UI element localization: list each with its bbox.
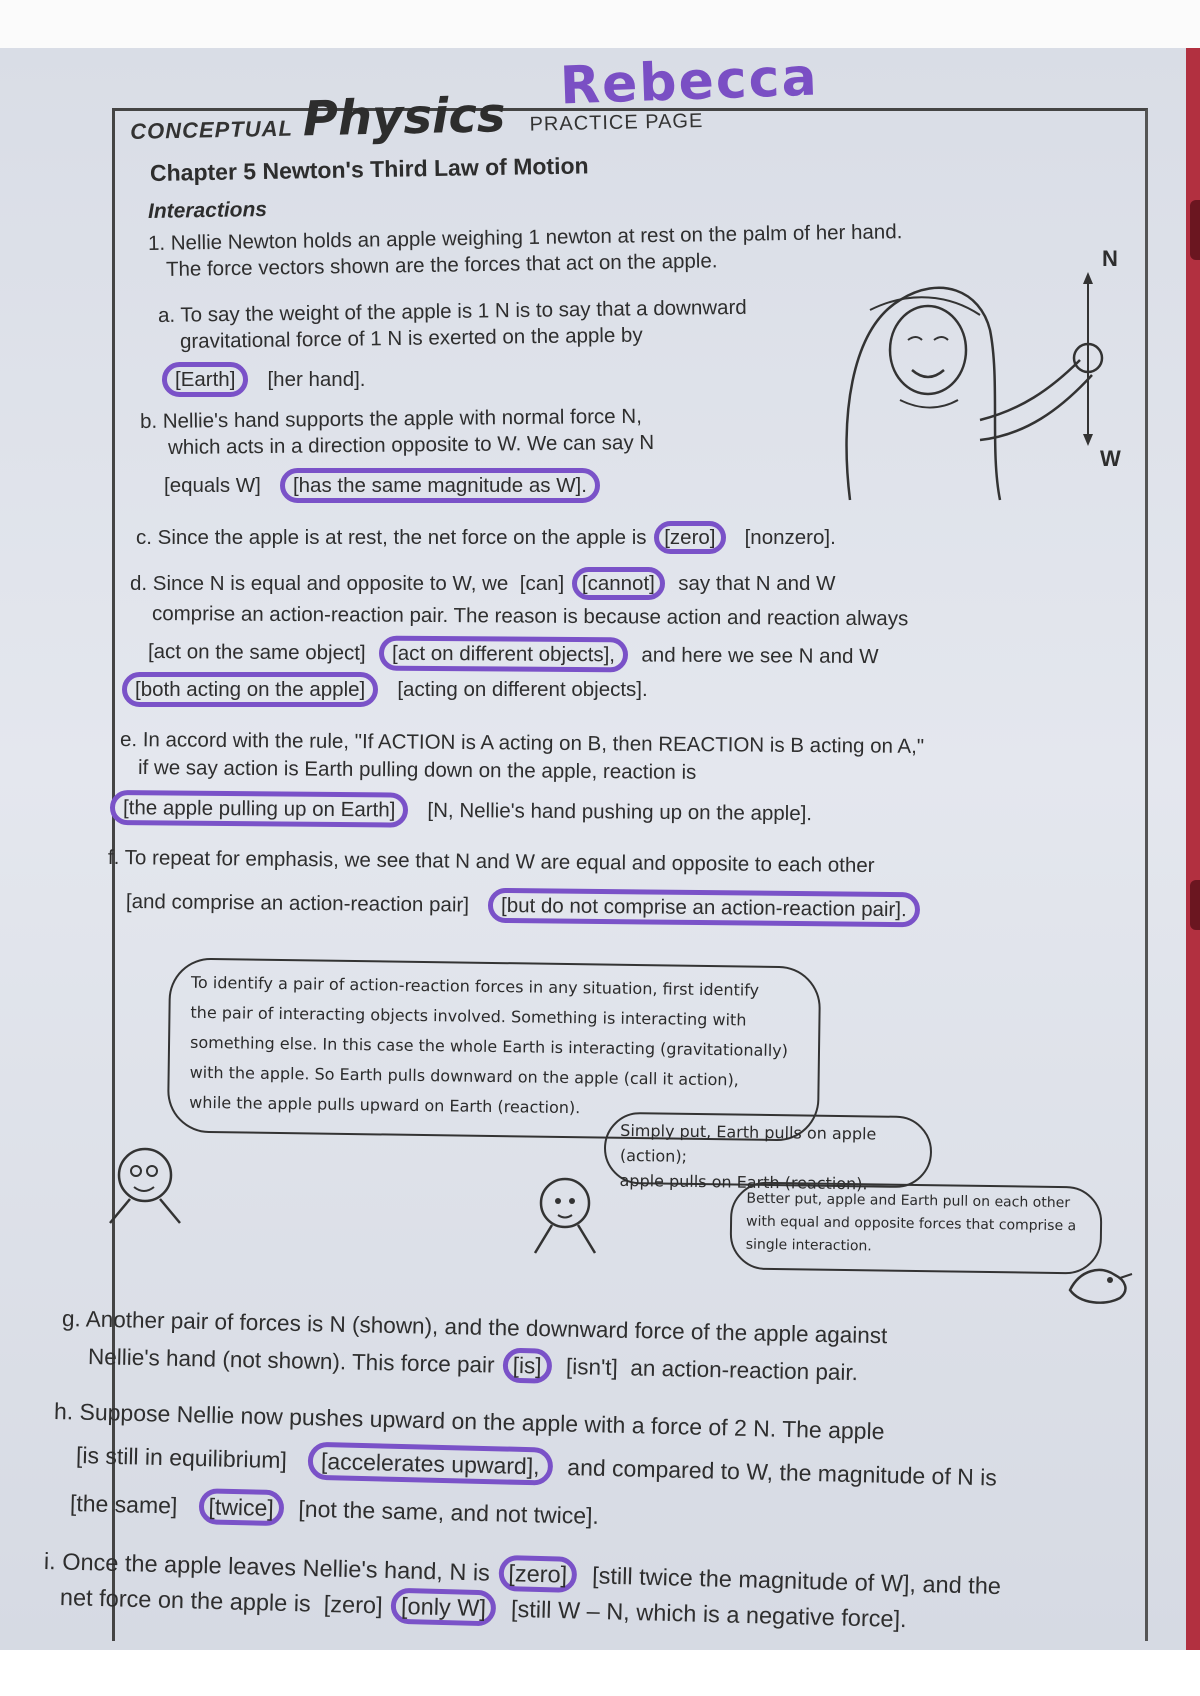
q1i-text: i. Once the apple leaves Nellie's hand, N is [43,1548,491,1586]
bubble-text: with the apple. So Earth pulls downward on the apple (call it action), [189,1062,739,1090]
option-selected: [Earth] [162,362,248,397]
q1d-text: d. Since N is equal and opposite to W, we [130,572,509,595]
q1a-text: gravitational force of 1 N is exerted on the apple by [179,323,643,353]
bubble-text: the pair of interacting objects involved. Something is interacting with [190,1002,747,1030]
option: [can] [519,572,565,595]
option-selected: [cannot] [572,567,665,600]
bottom-margin [0,1650,1200,1696]
student-name: Rebecca [559,47,820,117]
option-selected: [is] [502,1348,551,1384]
option: [still W – N, which is a negative force]. [510,1595,907,1633]
q1c-text: c. Since the apple is at rest, the net force on the apple is [136,526,647,549]
binder-tab [1190,880,1200,930]
cartoon-character-icon [520,1165,610,1255]
section-title: Interactions [147,197,268,223]
q1g-text: g. Another pair of forces is N (shown), and the downward force of the apple against [61,1306,888,1349]
vector-label-w: W [1100,446,1121,471]
q1d-text: say that N and W [678,572,836,595]
bubble-text: something else. In this case the whole Earth is interacting (gravitationally) [189,1032,789,1061]
option: [is still in equilibrium] [75,1442,288,1474]
option-selected: [only W] [391,1588,497,1627]
bubble-text: Simply put, Earth pulls on apple (action); [619,1120,877,1166]
option: [isn't] [565,1354,619,1381]
q1d-text: and here we see N and W [641,643,879,669]
bubble-text: single interaction. [745,1236,872,1255]
option: [N, Nellie's hand pushing up on the apple]. [427,798,813,826]
bubble-text: apple pulls on Earth (reaction). [619,1170,868,1194]
q1g-text: Nellie's hand (not shown). This force pair [87,1344,495,1378]
option: [not the same, and not twice]. [298,1495,600,1529]
top-margin [0,0,1200,48]
q1d-options [148,640,879,669]
binder-tab [1190,200,1200,260]
cartoon-character-icon [100,1135,190,1225]
q1d-text: comprise an action-reaction pair. The reason is because action and reaction always [151,602,909,631]
q1g-text: an action-reaction pair. [630,1355,859,1386]
q1-stem-line: The force vectors shown are the forces that act on the apple. [165,249,718,281]
q1h-text: and compared to W, the magnitude of N is [567,1454,998,1491]
q1b-text: which acts in a direction opposite to W. We can say N [167,430,655,459]
vector-label-n: N [1102,246,1118,271]
q1-stem-line: 1. Nellie Newton holds an apple weighing 1 newton at rest on the palm of her hand. [147,220,903,255]
q1h-text: h. Suppose Nellie now pushes upward on the apple with a force of 2 N. The apple [53,1398,885,1445]
q1d-line [130,572,836,596]
bubble-text: To identify a pair of action-reaction forces in any situation, first identify [190,972,760,1000]
option-selected: [accelerates upward], [308,1442,553,1486]
option-selected: [has the same magnitude as W]. [280,468,600,503]
option-selected: [but do not comprise an action-reaction pair]. [488,888,920,928]
speech-bubble-small [729,1181,1102,1274]
binder-edge [1186,48,1200,1650]
bubble-text: Better put, apple and Earth pull on each other [746,1190,1071,1212]
q1i-text: net force on the apple is [59,1584,312,1617]
bubble-text: with equal and opposite forces that comprise a [745,1213,1077,1235]
practice-page-label: PRACTICE PAGE [529,109,704,136]
q1e-text: if we say action is Earth pulling down on the apple, reaction is [137,756,697,784]
option: [nonzero]. [744,526,836,549]
option-selected: [twice] [198,1488,284,1526]
nellie-illustration [830,270,1130,520]
q1a-text: a. To say the weight of the apple is 1 N is to say that a downward [157,295,747,327]
q1d-options [120,678,648,702]
option: [zero] [323,1590,383,1619]
brand-physics: Physics [302,87,506,148]
q1e-options [108,796,812,826]
option-selected: [both acting on the apple] [122,672,378,707]
brand-conceptual: CONCEPTUAL [129,115,294,144]
page-header [129,83,703,151]
option-selected: [act on different objects], [379,636,628,673]
chapter-title: Chapter 5 Newton's Third Law of Motion [149,152,589,186]
q1f-text: f. To repeat for emphasis, we see that N and W are equal and opposite to each other [107,846,875,878]
bubble-text: while the apple pulls upward on Earth (reaction). [189,1092,581,1118]
option: [still twice the magnitude of W], and the [591,1562,1002,1600]
option-selected: [zero] [498,1555,578,1593]
option: [and comprise an action-reaction pair] [125,890,470,917]
option-selected: [the apple pulling up on Earth] [110,790,409,828]
option: [act on the same object] [147,640,366,665]
speech-bubble-medium [604,1112,933,1194]
option: [her hand]. [267,368,366,391]
q1b-options [164,474,602,498]
q1b-text: b. Nellie's hand supports the apple with normal force N, [139,404,642,433]
q1a-options [160,368,366,392]
option: [acting on different objects]. [397,678,648,701]
bird-icon [1060,1250,1140,1310]
q1c-line [136,526,836,550]
option: [the same] [69,1490,178,1519]
option: [equals W] [164,474,261,497]
q1e-text: e. In accord with the rule, "If ACTION is A acting on B, then REACTION is B acting on A," [119,728,925,759]
option-selected: [zero] [654,521,725,554]
